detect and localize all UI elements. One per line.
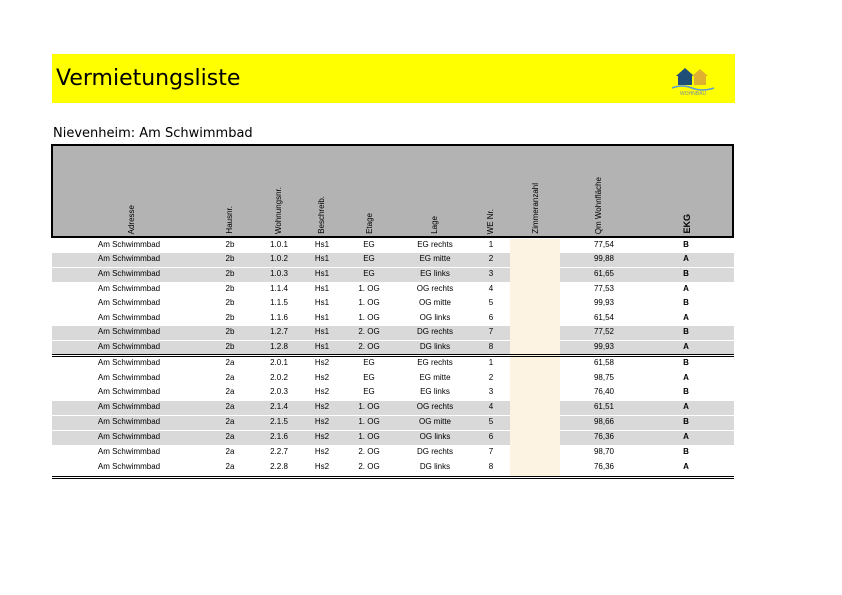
table-cell: Hs2: [314, 462, 330, 471]
table-cell: B: [683, 298, 689, 307]
table-cell: Hs2: [314, 387, 330, 396]
table-row: [52, 253, 734, 267]
table-cell: 2b: [225, 269, 235, 278]
table-cell: 6: [488, 432, 494, 441]
table-row: [52, 341, 734, 355]
table-cell: A: [683, 402, 689, 411]
column-header: EKG: [682, 214, 692, 234]
table-cell: DG rechts: [416, 447, 453, 456]
column-header: Hausnr.: [225, 206, 234, 234]
table-cell: 76,36: [593, 432, 615, 441]
table-cell: A: [683, 254, 689, 263]
table-cell: EG links: [420, 387, 450, 396]
table-cell: 2. OG: [358, 462, 380, 471]
table-cell: B: [683, 269, 689, 278]
table-cell: 1. OG: [358, 432, 380, 441]
table-cell: 2.0.3: [270, 387, 288, 396]
table-cell: 61,51: [593, 402, 615, 411]
table-row: [52, 461, 734, 475]
table-cell: 2.1.5: [270, 417, 288, 426]
table-cell: EG rechts: [417, 240, 453, 249]
table-row: [52, 312, 734, 326]
table-cell: EG mitte: [419, 373, 451, 382]
table-cell: 61,58: [593, 358, 615, 367]
table-row: [52, 416, 734, 430]
title-banner: [52, 54, 735, 103]
table-cell: OG mitte: [418, 417, 451, 426]
table-cell: EG links: [420, 269, 450, 278]
table-cell: Am Schwimmbad: [97, 254, 161, 263]
table-cell: 5: [488, 417, 494, 426]
table-cell: 2. OG: [358, 327, 380, 336]
table-cell: 1.2.7: [270, 327, 288, 336]
table-cell: 1.0.1: [270, 240, 288, 249]
table-cell: DG links: [419, 462, 451, 471]
table-cell: 2a: [225, 462, 235, 471]
table-cell: 3: [488, 269, 494, 278]
table-cell: Am Schwimmbad: [97, 240, 161, 249]
table-cell: Hs2: [314, 417, 330, 426]
table-row: [52, 297, 734, 311]
location-subtitle: Nievenheim: Am Schwimmbad: [53, 126, 253, 141]
table-cell: Hs1: [314, 327, 330, 336]
table-cell: OG links: [419, 313, 451, 322]
table-cell: Am Schwimmbad: [97, 269, 161, 278]
table-cell: Hs1: [314, 254, 330, 263]
table-cell: 2.1.4: [270, 402, 288, 411]
table-cell: 77,52: [593, 327, 615, 336]
table-cell: Am Schwimmbad: [97, 462, 161, 471]
table-cell: 2b: [225, 254, 235, 263]
table-row: [52, 326, 734, 340]
table-cell: A: [683, 432, 689, 441]
table-cell: Am Schwimmbad: [97, 402, 161, 411]
table-cell: DG rechts: [416, 327, 453, 336]
table-cell: Hs1: [314, 240, 330, 249]
table-cell: Hs1: [314, 342, 330, 351]
table-cell: 99,93: [593, 342, 615, 351]
table-cell: 1.2.8: [270, 342, 288, 351]
table-cell: 3: [488, 387, 494, 396]
table-cell: 2a: [225, 447, 235, 456]
table-cell: 2a: [225, 432, 235, 441]
table-cell: 1: [488, 358, 494, 367]
table-row: [52, 268, 734, 282]
table-separator: [52, 476, 734, 479]
svg-text:WOHNBAU: WOHNBAU: [679, 91, 707, 96]
table-cell: OG rechts: [416, 284, 454, 293]
table-cell: A: [683, 342, 689, 351]
table-cell: 2.0.2: [270, 373, 288, 382]
table-cell: 1.0.2: [270, 254, 288, 263]
table-cell: Hs1: [314, 284, 330, 293]
table-cell: 2: [488, 254, 494, 263]
table-cell: B: [683, 447, 689, 456]
table-cell: 1.1.4: [270, 284, 288, 293]
table-cell: 1. OG: [358, 284, 380, 293]
table-cell: A: [683, 373, 689, 382]
table-cell: 1. OG: [358, 313, 380, 322]
table-cell: 1: [488, 240, 494, 249]
table-cell: DG links: [419, 342, 451, 351]
table-cell: EG: [363, 358, 375, 367]
table-cell: 2.2.7: [270, 447, 288, 456]
table-cell: 2b: [225, 327, 235, 336]
column-header: WE Nr.: [486, 208, 495, 234]
table-cell: Am Schwimmbad: [97, 387, 161, 396]
table-cell: 7: [488, 327, 494, 336]
table-cell: EG rechts: [417, 358, 453, 367]
table-cell: 2a: [225, 373, 235, 382]
table-row: [52, 357, 734, 371]
table-cell: 1.1.6: [270, 313, 288, 322]
table-cell: 8: [488, 342, 494, 351]
table-cell: OG mitte: [418, 298, 451, 307]
table-cell: 2.2.8: [270, 462, 288, 471]
column-header: Etage: [365, 213, 374, 234]
table-cell: Am Schwimmbad: [97, 417, 161, 426]
page-title: Vermietungsliste: [56, 66, 241, 91]
table-separator: [52, 354, 734, 357]
table-cell: Hs1: [314, 298, 330, 307]
column-header: Qm Wohnfläche: [594, 176, 603, 234]
table-cell: 2a: [225, 402, 235, 411]
table-row: [52, 386, 734, 400]
table-cell: 2. OG: [358, 342, 380, 351]
table-cell: 76,36: [593, 462, 615, 471]
table-cell: Hs2: [314, 447, 330, 456]
table-cell: EG: [363, 240, 375, 249]
table-cell: 2a: [225, 417, 235, 426]
zimmeranzahl-highlight: [510, 239, 560, 476]
table-cell: B: [683, 417, 689, 426]
table-cell: 77,54: [593, 240, 615, 249]
table-cell: A: [683, 462, 689, 471]
table-cell: B: [683, 327, 689, 336]
table-cell: 98,70: [593, 447, 615, 456]
table-cell: 2a: [225, 358, 235, 367]
table-cell: 4: [488, 284, 494, 293]
table-cell: 5: [488, 298, 494, 307]
table-cell: Am Schwimmbad: [97, 298, 161, 307]
table-row: [52, 446, 734, 460]
table-cell: Am Schwimmbad: [97, 447, 161, 456]
table-cell: 77,53: [593, 284, 615, 293]
table-cell: 61,54: [593, 313, 615, 322]
table-cell: 2: [488, 373, 494, 382]
table-cell: 98,75: [593, 373, 615, 382]
table-cell: 2a: [225, 387, 235, 396]
table-cell: Hs1: [314, 269, 330, 278]
table-row: [52, 372, 734, 386]
column-header: Adresse: [127, 204, 136, 234]
table-cell: 2b: [225, 284, 235, 293]
table-cell: 99,88: [593, 254, 615, 263]
table-cell: A: [683, 313, 689, 322]
table-cell: 4: [488, 402, 494, 411]
table-cell: 76,40: [593, 387, 615, 396]
table-cell: 2b: [225, 313, 235, 322]
table-cell: Am Schwimmbad: [97, 432, 161, 441]
table-cell: OG links: [419, 432, 451, 441]
table-cell: Hs1: [314, 313, 330, 322]
table-cell: 2.1.6: [270, 432, 288, 441]
table-cell: Am Schwimmbad: [97, 327, 161, 336]
table-cell: 1.1.5: [270, 298, 288, 307]
table-cell: Am Schwimmbad: [97, 373, 161, 382]
table-cell: B: [683, 240, 689, 249]
table-cell: Am Schwimmbad: [97, 284, 161, 293]
table-row: [52, 431, 734, 445]
table-cell: OG rechts: [416, 402, 454, 411]
table-cell: B: [683, 358, 689, 367]
table-cell: EG: [363, 387, 375, 396]
table-cell: Am Schwimmbad: [97, 313, 161, 322]
table-cell: Hs2: [314, 402, 330, 411]
table-cell: EG: [363, 373, 375, 382]
column-header: Lage: [430, 216, 439, 234]
table-cell: 98,66: [593, 417, 615, 426]
table-cell: 2b: [225, 298, 235, 307]
table-cell: 2b: [225, 240, 235, 249]
table-cell: 1.0.3: [270, 269, 288, 278]
column-header: Wohnungsnr.: [274, 187, 283, 234]
table-cell: 2b: [225, 342, 235, 351]
table-cell: EG mitte: [419, 254, 451, 263]
table-cell: Hs2: [314, 358, 330, 367]
table-row: [52, 239, 734, 253]
table-cell: Am Schwimmbad: [97, 358, 161, 367]
table-cell: EG: [363, 269, 375, 278]
table-cell: 8: [488, 462, 494, 471]
table-cell: 2.0.1: [270, 358, 288, 367]
table-cell: B: [683, 387, 689, 396]
table-row: [52, 283, 734, 297]
table-cell: 2. OG: [358, 447, 380, 456]
table-cell: 99,93: [593, 298, 615, 307]
table-cell: Am Schwimmbad: [97, 342, 161, 351]
column-header: Zimmeranzahl: [531, 183, 540, 234]
column-header: Beschreib.: [317, 196, 326, 234]
table-cell: A: [683, 284, 689, 293]
table-cell: 1. OG: [358, 402, 380, 411]
table-cell: 1. OG: [358, 298, 380, 307]
table-cell: 1. OG: [358, 417, 380, 426]
table-cell: 61,65: [593, 269, 615, 278]
company-logo: [668, 64, 718, 96]
table-row: [52, 401, 734, 415]
table-cell: 6: [488, 313, 494, 322]
table-header: [51, 144, 734, 238]
table-cell: Hs2: [314, 432, 330, 441]
table-cell: 7: [488, 447, 494, 456]
table-cell: EG: [363, 254, 375, 263]
table-cell: Hs2: [314, 373, 330, 382]
